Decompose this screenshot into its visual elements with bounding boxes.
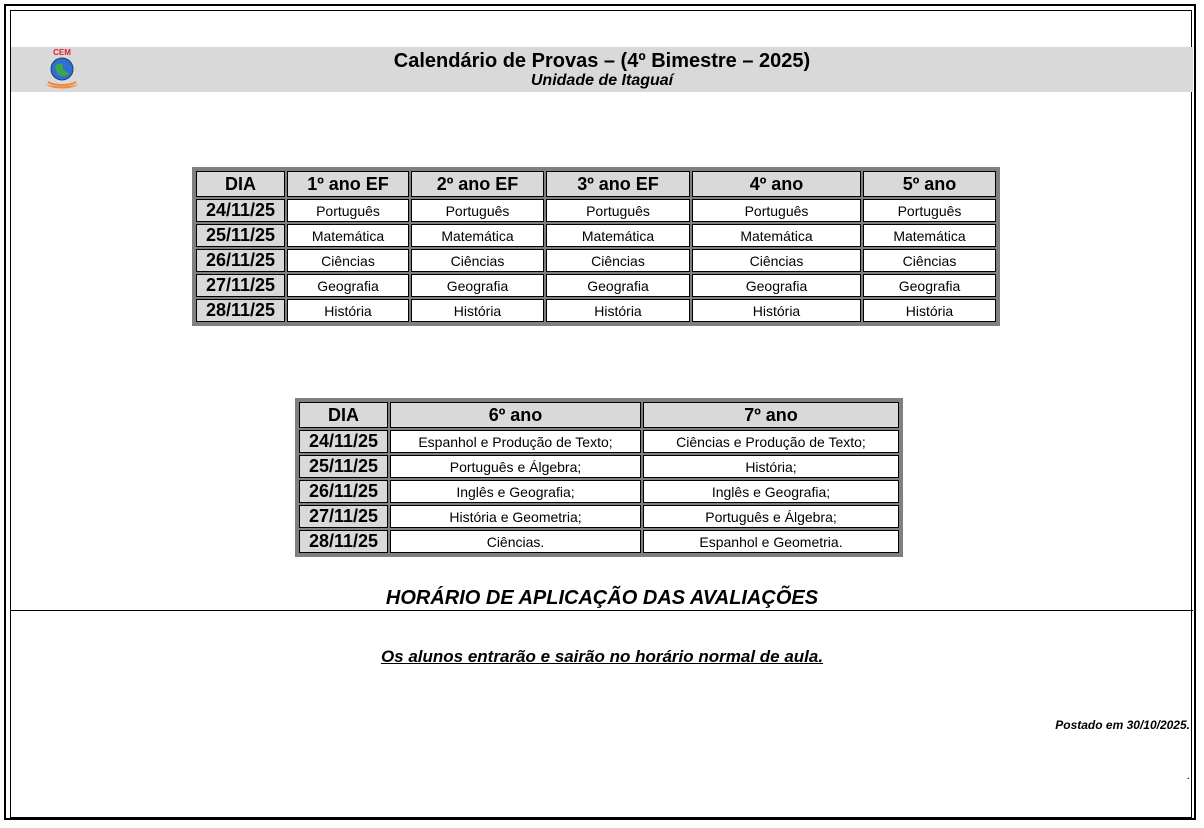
- subject-cell: Português e Álgebra;: [643, 505, 899, 528]
- subject-cell: História: [411, 299, 544, 322]
- table-row: [196, 299, 996, 322]
- day-cell: 24/11/25: [196, 199, 285, 222]
- table-row: [299, 480, 899, 503]
- table-row: [299, 430, 899, 453]
- subject-cell: Geografia: [287, 274, 409, 297]
- header-6ano: 6º ano: [390, 402, 641, 428]
- schedule-heading: HORÁRIO DE APLICAÇÃO DAS AVALIAÇÕES: [385, 587, 819, 609]
- header-1ano: 1º ano EF: [287, 171, 409, 197]
- subject-cell: História: [863, 299, 996, 322]
- subject-cell: Geografia: [692, 274, 861, 297]
- subject-cell: Português: [863, 199, 996, 222]
- day-cell: 27/11/25: [299, 505, 388, 528]
- subject-cell: Ciências.: [390, 530, 641, 553]
- subject-cell: Ciências: [287, 249, 409, 272]
- day-cell: 28/11/25: [299, 530, 388, 553]
- subject-cell: Inglês e Geografia;: [390, 480, 641, 503]
- day-cell: 27/11/25: [196, 274, 285, 297]
- subject-cell: Português: [692, 199, 861, 222]
- subject-cell: Matemática: [411, 224, 544, 247]
- table-row: [196, 199, 996, 222]
- table-row: [196, 224, 996, 247]
- subject-cell: Ciências: [692, 249, 861, 272]
- header-7ano: 7º ano: [643, 402, 899, 428]
- header-dia: DIA: [299, 402, 388, 428]
- subject-cell: Português: [546, 199, 690, 222]
- table-header-row: [196, 171, 996, 197]
- table-header-row: [299, 402, 899, 428]
- trailing-dot: .: [1186, 768, 1190, 782]
- subject-cell: Geografia: [411, 274, 544, 297]
- subject-cell: História: [692, 299, 861, 322]
- school-logo-icon: [42, 46, 82, 94]
- day-cell: 25/11/25: [196, 224, 285, 247]
- page-title: Calendário de Provas – (4º Bimestre – 2025): [393, 50, 811, 72]
- subject-cell: Matemática: [692, 224, 861, 247]
- subject-cell: História;: [643, 455, 899, 478]
- table-row: [299, 455, 899, 478]
- subject-cell: Ciências: [863, 249, 996, 272]
- logo-text: CEM: [53, 48, 71, 57]
- header-dia: DIA: [196, 171, 285, 197]
- day-cell: 28/11/25: [196, 299, 285, 322]
- subject-cell: Geografia: [863, 274, 996, 297]
- exam-table-elementary: [192, 167, 1000, 326]
- subject-cell: Matemática: [287, 224, 409, 247]
- subject-cell: Português: [287, 199, 409, 222]
- day-cell: 24/11/25: [299, 430, 388, 453]
- header-4ano: 4º ano: [692, 171, 861, 197]
- day-cell: 26/11/25: [196, 249, 285, 272]
- table-row: [299, 530, 899, 553]
- subject-cell: Ciências: [546, 249, 690, 272]
- students-note: Os alunos entrarão e sairão no horário normal de aula.: [380, 647, 824, 666]
- posted-date: Postado em 30/10/2025.: [1055, 718, 1190, 732]
- header-3ano: 3º ano EF: [546, 171, 690, 197]
- table-row: [299, 505, 899, 528]
- divider: [11, 610, 1193, 611]
- subject-cell: História e Geometria;: [390, 505, 641, 528]
- header-2ano: 2º ano EF: [411, 171, 544, 197]
- subject-cell: Matemática: [546, 224, 690, 247]
- subject-cell: Português e Álgebra;: [390, 455, 641, 478]
- day-cell: 26/11/25: [299, 480, 388, 503]
- subject-cell: Ciências: [411, 249, 544, 272]
- header-5ano: 5º ano: [863, 171, 996, 197]
- table-row: [196, 249, 996, 272]
- table-row: [196, 274, 996, 297]
- subject-cell: Inglês e Geografia;: [643, 480, 899, 503]
- subject-cell: História: [546, 299, 690, 322]
- subject-cell: Matemática: [863, 224, 996, 247]
- subject-cell: Geografia: [546, 274, 690, 297]
- subject-cell: Ciências e Produção de Texto;: [643, 430, 899, 453]
- subject-cell: Espanhol e Geometria.: [643, 530, 899, 553]
- subject-cell: História: [287, 299, 409, 322]
- day-cell: 25/11/25: [299, 455, 388, 478]
- page-subtitle: Unidade de Itaguaí: [530, 72, 674, 89]
- subject-cell: Espanhol e Produção de Texto;: [390, 430, 641, 453]
- subject-cell: Português: [411, 199, 544, 222]
- header-band: [11, 47, 1193, 92]
- exam-table-middle: [295, 398, 903, 557]
